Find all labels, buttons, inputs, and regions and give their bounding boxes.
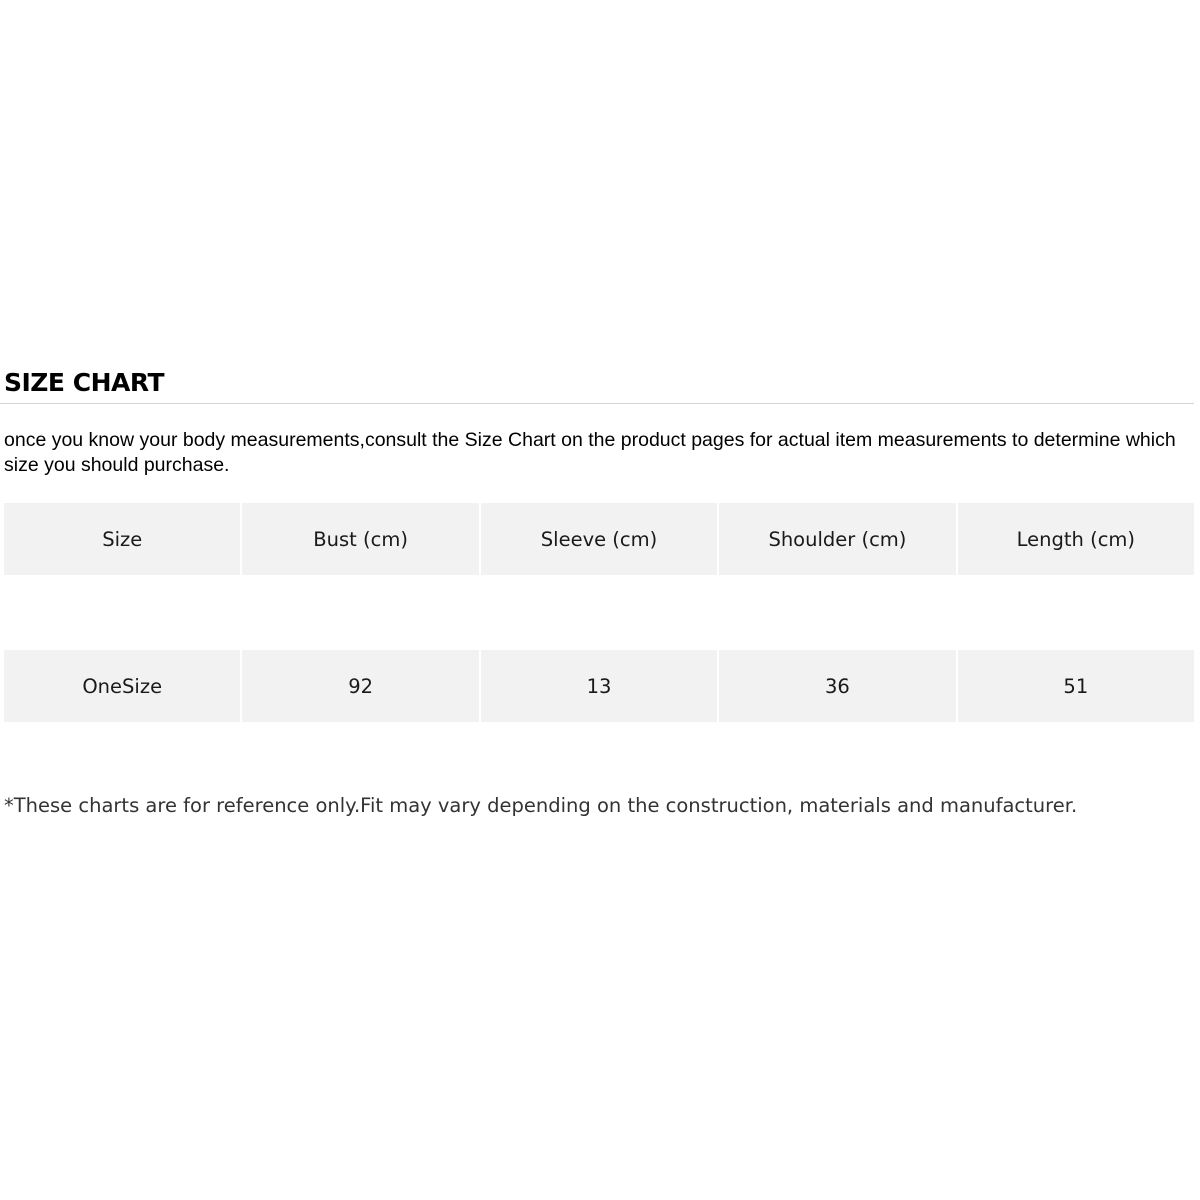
reference-note: *These charts are for reference only.Fit may vary depending on the construction, materials and manufacturer.	[4, 794, 1078, 817]
table-row	[4, 650, 1194, 722]
header-cell-shoulder: Shoulder (cm)	[719, 503, 957, 575]
title-divider	[0, 403, 1194, 404]
intro-text: once you know your body measurements,consult the Size Chart on the product pages for actual item measurements to determine which size you should purchase.	[4, 429, 1176, 476]
page-title: SIZE CHART	[4, 368, 165, 397]
cell-sleeve: 13	[481, 650, 719, 722]
header-cell-sleeve: Sleeve (cm)	[481, 503, 719, 575]
header-cell-bust: Bust (cm)	[242, 503, 480, 575]
header-cell-length: Length (cm)	[958, 503, 1194, 575]
cell-bust: 92	[242, 650, 480, 722]
cell-size: OneSize	[4, 650, 242, 722]
size-table-header	[4, 503, 1194, 575]
cell-length: 51	[958, 650, 1194, 722]
header-cell-size: Size	[4, 503, 242, 575]
cell-shoulder: 36	[719, 650, 957, 722]
